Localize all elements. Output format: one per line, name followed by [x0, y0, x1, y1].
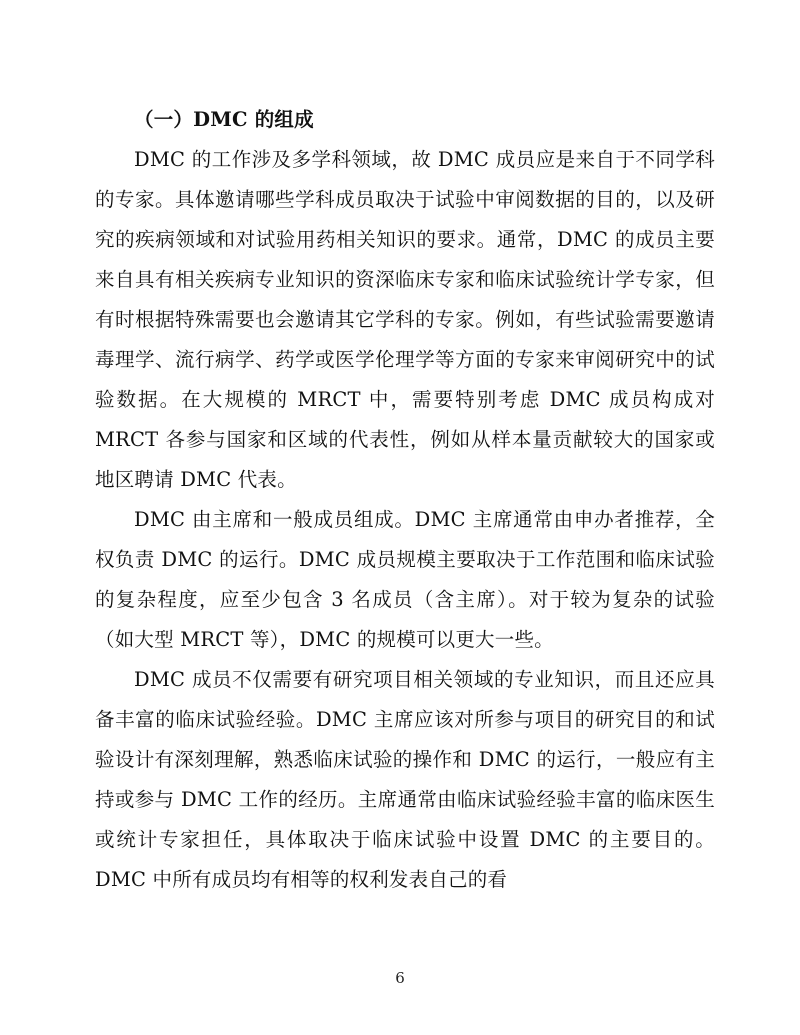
page-number: 6	[395, 969, 405, 987]
section-heading: （一）DMC 的组成	[134, 108, 314, 131]
paragraph-3: DMC 成员不仅需要有研究项目相关领域的专业知识，而且还应具备丰富的临床试验经验。DMC 主席应该对所参与项目的研究目的和试验设计有深刻理解，熟悉临床试验的操作和 DMC 的运行，一般应有主持或参与 DMC 工作的经历。主席通常由临床试验经验丰富的临床医生或统计专家担任，具体取决于临床试验中设置 DMC 的主要目的。DMC 中所有成员均有相等的权利发表自己的看	[95, 668, 715, 891]
paragraph-2: DMC 由主席和一般成员组成。DMC 主席通常由申办者推荐，全权负责 DMC 的运行。DMC 成员规模主要取决于工作范围和临床试验的复杂程度，应至少包含 3 名成员（含主席）。对于较为复杂的试验（如大型 MRCT 等），DMC 的规模可以更大一些。	[95, 508, 715, 651]
document-text-body	[95, 100, 715, 900]
paragraph-1: DMC 的工作涉及多学科领域，故 DMC 成员应是来自于不同学科的专家。具体邀请哪些学科成员取决于试验中审阅数据的目的，以及研究的疾病领域和对试验用药相关知识的要求。通常，DMC 的成员主要来自具有相关疾病专业知识的资深临床专家和临床试验统计学专家，但有时根据特殊需要也会邀请其它学科的专家。例如，有些试验需要邀请毒理学、流行病学、药学或医学伦理学等方面的专家来审阅研究中的试验数据。在大规模的 MRCT 中，需要特别考虑 DMC 成员构成对 MRCT 各参与国家和区域的代表性，例如从样本量贡献较大的国家或地区聘请 DMC 代表。	[95, 148, 715, 491]
